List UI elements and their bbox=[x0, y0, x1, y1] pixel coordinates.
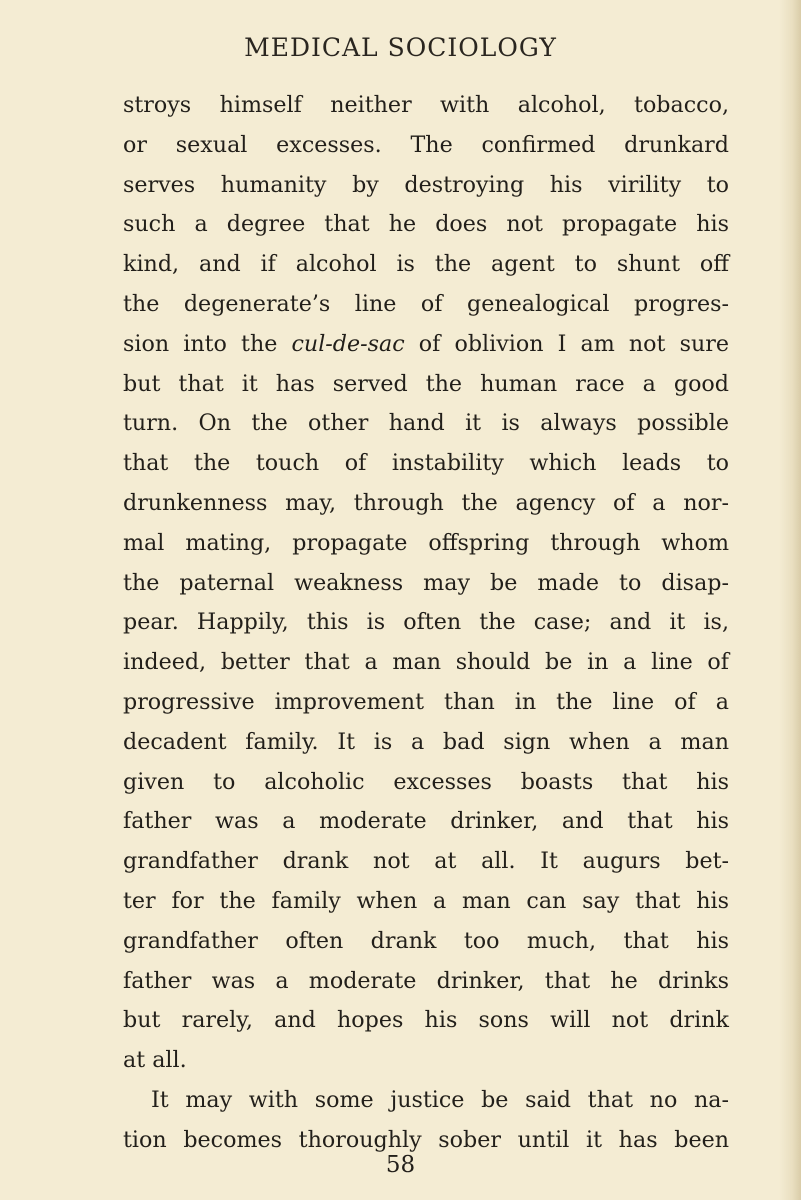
text-segment: of oblivion I am not sure bbox=[404, 330, 729, 357]
text-line: serves humanity by destroying his virility to bbox=[123, 171, 729, 198]
text-line: or sexual excesses. The confirmed drunkard bbox=[123, 131, 729, 158]
paragraph-start-line: It may with some justice be said that no na- bbox=[151, 1086, 729, 1113]
text-line: father was a moderate drinker, that he drinks bbox=[123, 967, 729, 994]
body-text bbox=[123, 86, 729, 1161]
text-line: grandfather often drank too much, that his bbox=[123, 927, 729, 954]
page-number: 58 bbox=[385, 1152, 416, 1178]
text-line: the paternal weakness may be made to disap- bbox=[123, 569, 729, 596]
text-line bbox=[123, 325, 729, 365]
text-line: grandfather drank not at all. It augurs bet- bbox=[123, 848, 729, 875]
running-title: MEDICAL SOCIOLOGY bbox=[244, 33, 557, 62]
text-line: drunkenness may, through the agency of a nor- bbox=[123, 489, 729, 516]
text-line: the degenerate’s line of genealogical progres- bbox=[123, 290, 729, 317]
text-segment: sion into the bbox=[123, 330, 292, 357]
text-line: ter for the family when a man can say that his bbox=[123, 887, 729, 914]
text-line: at all. bbox=[123, 1047, 187, 1074]
text-line: turn. On the other hand it is always possible bbox=[123, 410, 729, 437]
text-line: given to alcoholic excesses boasts that his bbox=[123, 768, 729, 795]
text-line: tion becomes thoroughly sober until it has been bbox=[123, 1126, 729, 1153]
text-line: but rarely, and hopes his sons will not drink bbox=[123, 1007, 729, 1034]
text-line: progressive improvement than in the line of a bbox=[123, 688, 729, 715]
text-line: pear. Happily, this is often the case; and it is, bbox=[123, 609, 729, 636]
page-edge-shadow bbox=[779, 0, 801, 1200]
text-line: that the touch of instability which leads to bbox=[123, 450, 729, 477]
text-line: kind, and if alcohol is the agent to shunt off bbox=[123, 251, 729, 278]
text-line: stroys himself neither with alcohol, tobacco, bbox=[123, 92, 729, 118]
text-line: indeed, better that a man should be in a line of bbox=[123, 649, 729, 676]
text-line: father was a moderate drinker, and that his bbox=[123, 808, 729, 835]
text-line: but that it has served the human race a good bbox=[123, 370, 729, 397]
text-line: decadent family. It is a bad sign when a man bbox=[123, 728, 729, 755]
text-line: such a degree that he does not propagate his bbox=[123, 211, 729, 238]
italic-phrase: cul-de-sac bbox=[291, 330, 405, 357]
text-line: mal mating, propagate offspring through whom bbox=[123, 529, 729, 556]
